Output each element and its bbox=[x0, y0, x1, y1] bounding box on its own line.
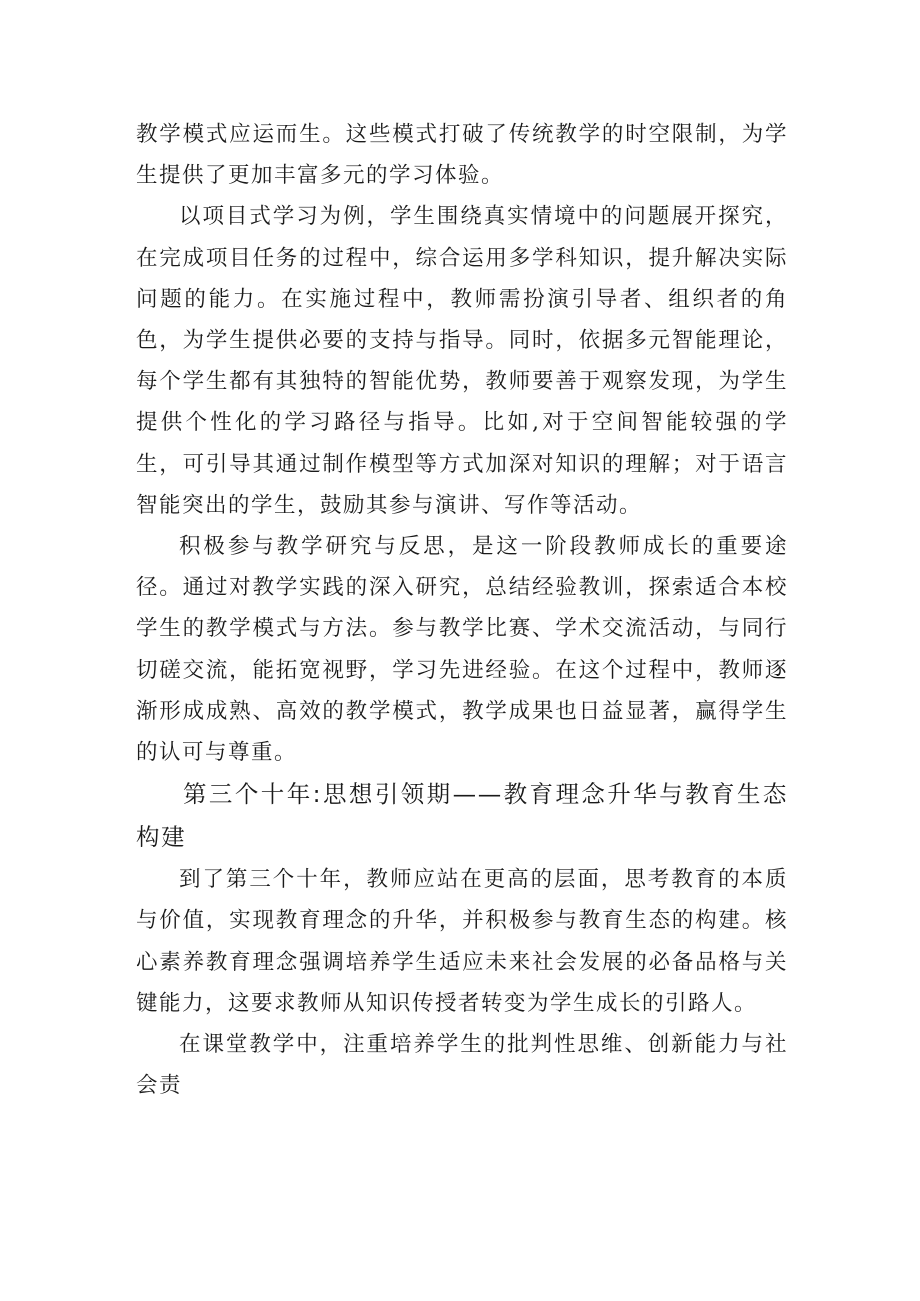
document-body bbox=[136, 114, 788, 1106]
paragraph-third-decade: 到了第三个十年，教师应站在更高的层面，思考教育的本质与价值，实现教育理念的升华，并积极参与教育生态的构建。核心素养教育理念强调培养学生适应未来社会发展的必备品格与关键能力，这要求教师从知识传授者转变为学生成长的引路人。 bbox=[136, 867, 788, 1016]
paragraph-continuation: 教学模式应运而生。这些模式打破了传统教学的时空限制，为学生提供了更加丰富多元的学习体验。 bbox=[136, 122, 788, 189]
paragraph-project-learning: 以项目式学习为例，学生围绕真实情境中的问题展开探究，在完成项目任务的过程中，综合运用多学科知识，提升解决实际问题的能力。在实施过程中，教师需扮演引导者、组织者的角色，为学生提供必要的支持与指导。同时，依据多元智能理论，每个学生都有其独特的智能优势，教师要善于观察发现，为学生提供个性化的学习路径与指导。比如,对于空间智能较强的学生，可引导其通过制作模型等方式加深对知识的理解；对于语言智能突出的学生，鼓励其参与演讲、写作等活动。 bbox=[136, 204, 788, 518]
paragraph-classroom-teaching: 在课堂教学中，注重培养学生的批判性思维、创新能力与社会责 bbox=[136, 1032, 788, 1099]
section-heading-third-decade: 第三个十年:思想引领期——教育理念升华与教育生态构建 bbox=[136, 780, 788, 852]
paragraph-teaching-research: 积极参与教学研究与反思，是这一阶段教师成长的重要途径。通过对教学实践的深入研究，总结经验教训，探索适合本校学生的教学模式与方法。参与教学比赛、学术交流活动，与同行切磋交流，能拓宽视野，学习先进经验。在这个过程中，教师逐渐形成成熟、高效的教学模式，教学成果也日益显著，赢得学生的认可与尊重。 bbox=[136, 534, 788, 766]
